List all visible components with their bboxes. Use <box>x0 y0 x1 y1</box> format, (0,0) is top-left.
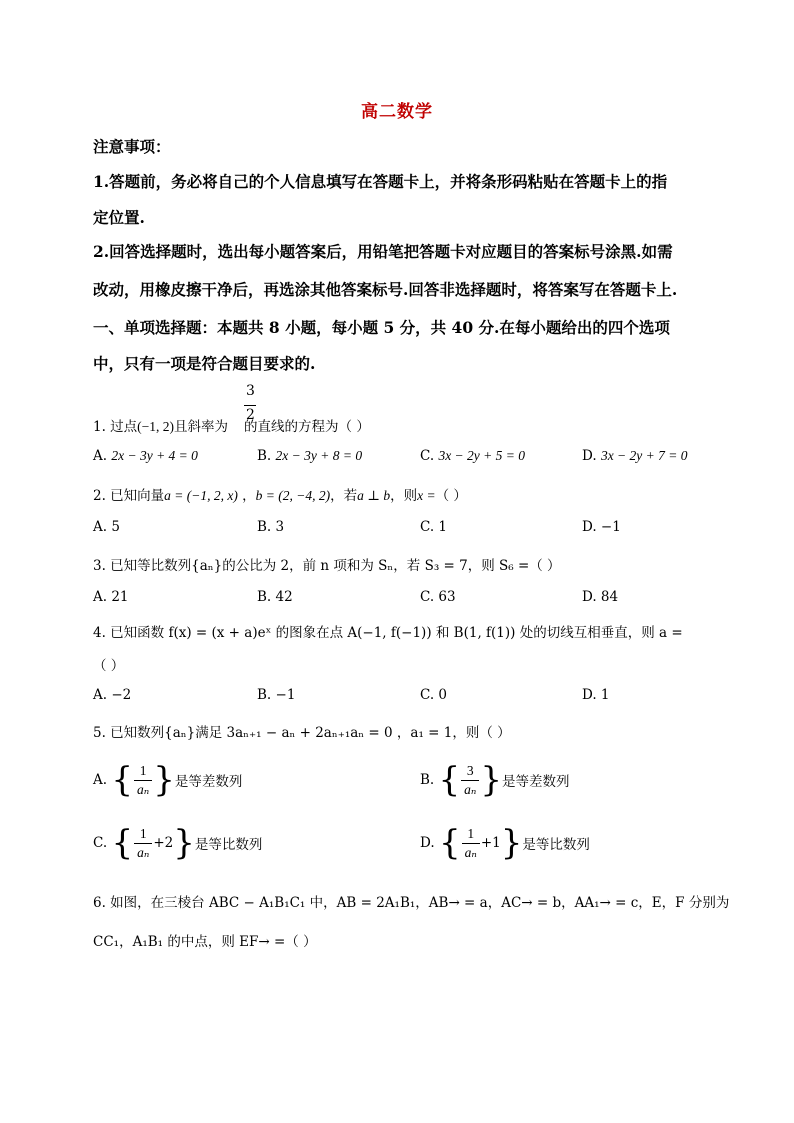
q4-option-a: A. −2 <box>93 687 132 703</box>
q5-option-b-denominator: aₙ <box>464 781 477 797</box>
q2-stem-if: ，若 <box>330 488 358 504</box>
q2-vector-a: a = (−1, 2, x) <box>164 488 238 503</box>
q1-option-a <box>93 448 198 464</box>
q5-option-a-label: A. <box>93 772 108 788</box>
q6-stem-line-1: 6. 如图，在三棱台 ABC − A₁B₁C₁ 中，AB = 2A₁B₁，AB→ = a，AC→ = b，AA₁→ = c，E，F 分别为 <box>93 895 730 911</box>
q1-option-b <box>257 448 362 464</box>
q5-option-d-denominator: aₙ <box>464 844 477 860</box>
q1-option-c-expr: 3x − 2y + 5 = 0 <box>438 448 526 463</box>
q1-stem-end: 的直线的方程为（ ） <box>244 419 370 435</box>
q5-option-b-label: B. <box>420 772 435 788</box>
q3-stem: 3. 已知等比数列{aₙ}的公比为 2，前 n 项和为 Sₙ，若 S₃ = 7，则 S₆ =（ ） <box>93 558 561 574</box>
notice-item-1-line-1: 1.答题前，务必将自己的个人信息填写在答题卡上，并将条形码粘贴在答题卡上的指 <box>93 172 668 191</box>
q1-stem-middle: 且斜率为 <box>174 419 229 435</box>
q5-option-a-right-brace: } <box>153 760 175 800</box>
q5-option-d-label: D. <box>420 835 435 851</box>
notice-item-1-line-2: 定位置. <box>93 208 145 227</box>
section-1-heading-line-1: 一、单项选择题：本题共 8 小题，每小题 5 分，共 40 分.在每小题给出的四个选项 <box>93 318 670 337</box>
q5-option-a-numerator: 1 <box>134 762 152 781</box>
page-title: 高二数学 <box>361 102 433 122</box>
q2-option-d: D. −1 <box>582 519 621 535</box>
q5-option-d-plus: +1 <box>480 835 501 851</box>
q5-option-a-left-brace: { <box>111 760 133 800</box>
q1-option-b-expr: 2x − 3y + 8 = 0 <box>275 448 363 463</box>
notice-item-2-line-2: 改动，用橡皮擦干净后，再选涂其他答案标号.回答非选择题时，将答案写在答题卡上. <box>93 280 678 299</box>
q1-option-c <box>420 448 525 464</box>
q4-option-c: C. 0 <box>420 687 448 703</box>
q1-option-b-label: B. <box>257 448 272 464</box>
q1-point: (−1, 2) <box>137 419 175 434</box>
q3-option-b: B. 42 <box>257 589 293 605</box>
q2-stem-then: ，则 <box>390 488 418 504</box>
q4-option-b: B. −1 <box>257 687 296 703</box>
q1-option-a-label: A. <box>93 448 108 464</box>
q2-ask: x = <box>417 488 436 503</box>
q4-option-d: D. 1 <box>582 687 610 703</box>
q5-option-a-denominator: aₙ <box>136 781 150 797</box>
notice-item-2-line-1: 2.回答选择题时，选出每小题答案后，用铅笔把答题卡对应题目的答案标号涂黑.如需 <box>93 242 673 261</box>
q1-stem <box>93 415 370 435</box>
q5-option-b-left-brace: { <box>438 760 461 800</box>
q6-stem-line-2: CC₁，A₁B₁ 的中点，则 EF→ =（ ） <box>93 934 317 950</box>
q5-option-c-plus: +2 <box>153 835 174 851</box>
q1-option-a-expr: 2x − 3y + 4 = 0 <box>111 448 198 463</box>
q5-option-b-tail: 是等差数列 <box>502 774 570 790</box>
q5-option-b-right-brace: } <box>480 760 503 800</box>
q5-option-d-left-brace: { <box>438 823 461 863</box>
q2-stem: 2. 已知向量a = (−1, 2, x) ，b = (2, −4, 2)，若a ⊥ b，则x =（ ） <box>93 488 467 504</box>
q3-option-a: A. 21 <box>93 589 129 605</box>
q3-option-c: C. 63 <box>420 589 456 605</box>
q2-option-b: B. 3 <box>257 519 285 535</box>
q5-option-c-denominator: aₙ <box>137 844 150 860</box>
section-1-heading-line-2: 中，只有一项是符合题目要求的. <box>93 354 316 373</box>
q3-option-d: D. 84 <box>582 589 619 605</box>
q2-condition: a ⊥ b <box>357 488 391 503</box>
q1-slope-denominator: 2 <box>246 407 255 423</box>
q2-option-a: A. 5 <box>93 519 120 535</box>
q2-vector-b: b = (2, −4, 2) <box>255 488 331 503</box>
q5-option-c-numerator: 1 <box>134 825 152 844</box>
notice-heading: 注意事项： <box>93 137 171 156</box>
q5-option-d-numerator: 1 <box>462 825 480 844</box>
q1-option-d-label: D. <box>582 448 597 464</box>
q5-option-b-numerator: 3 <box>461 762 479 781</box>
q4-stem-line-2: （ ） <box>93 658 125 674</box>
q2-stem-end: （ ） <box>435 488 467 504</box>
q5-option-c <box>93 823 262 863</box>
q5-option-a <box>93 760 242 800</box>
q1-option-d-expr: 3x − 2y + 7 = 0 <box>600 448 688 463</box>
q2-stem-start: 2. 已知向量 <box>93 488 165 504</box>
q1-option-c-label: C. <box>420 448 435 464</box>
q5-option-c-left-brace: { <box>111 823 134 863</box>
q5-option-d <box>420 823 590 863</box>
q5-option-c-tail: 是等比数列 <box>194 837 263 853</box>
q5-option-b <box>420 760 570 800</box>
q2-option-c: C. 1 <box>420 519 448 535</box>
q5-option-d-tail: 是等比数列 <box>522 837 590 853</box>
q1-slope-fraction-bar <box>244 405 256 406</box>
q5-stem: 5. 已知数列{aₙ}满足 3aₙ₊₁ − aₙ + 2aₙ₊₁aₙ = 0 ，a₁ = 1，则（ ） <box>93 725 511 741</box>
q1-option-d <box>582 448 688 464</box>
q5-option-c-label: C. <box>93 835 108 851</box>
q1-stem-start: 1. 过点 <box>93 419 138 435</box>
q1-slope-numerator: 3 <box>246 383 255 399</box>
q5-option-c-right-brace: } <box>173 823 195 863</box>
q5-option-a-tail: 是等差数列 <box>174 774 243 790</box>
q4-stem-line-1: 4. 已知函数 f(x) = (x + a)eˣ 的图象在点 A(−1, f(−1)) 和 B(1, f(1)) 处的切线互相垂直，则 a = <box>93 625 683 641</box>
q5-option-d-right-brace: } <box>500 823 523 863</box>
